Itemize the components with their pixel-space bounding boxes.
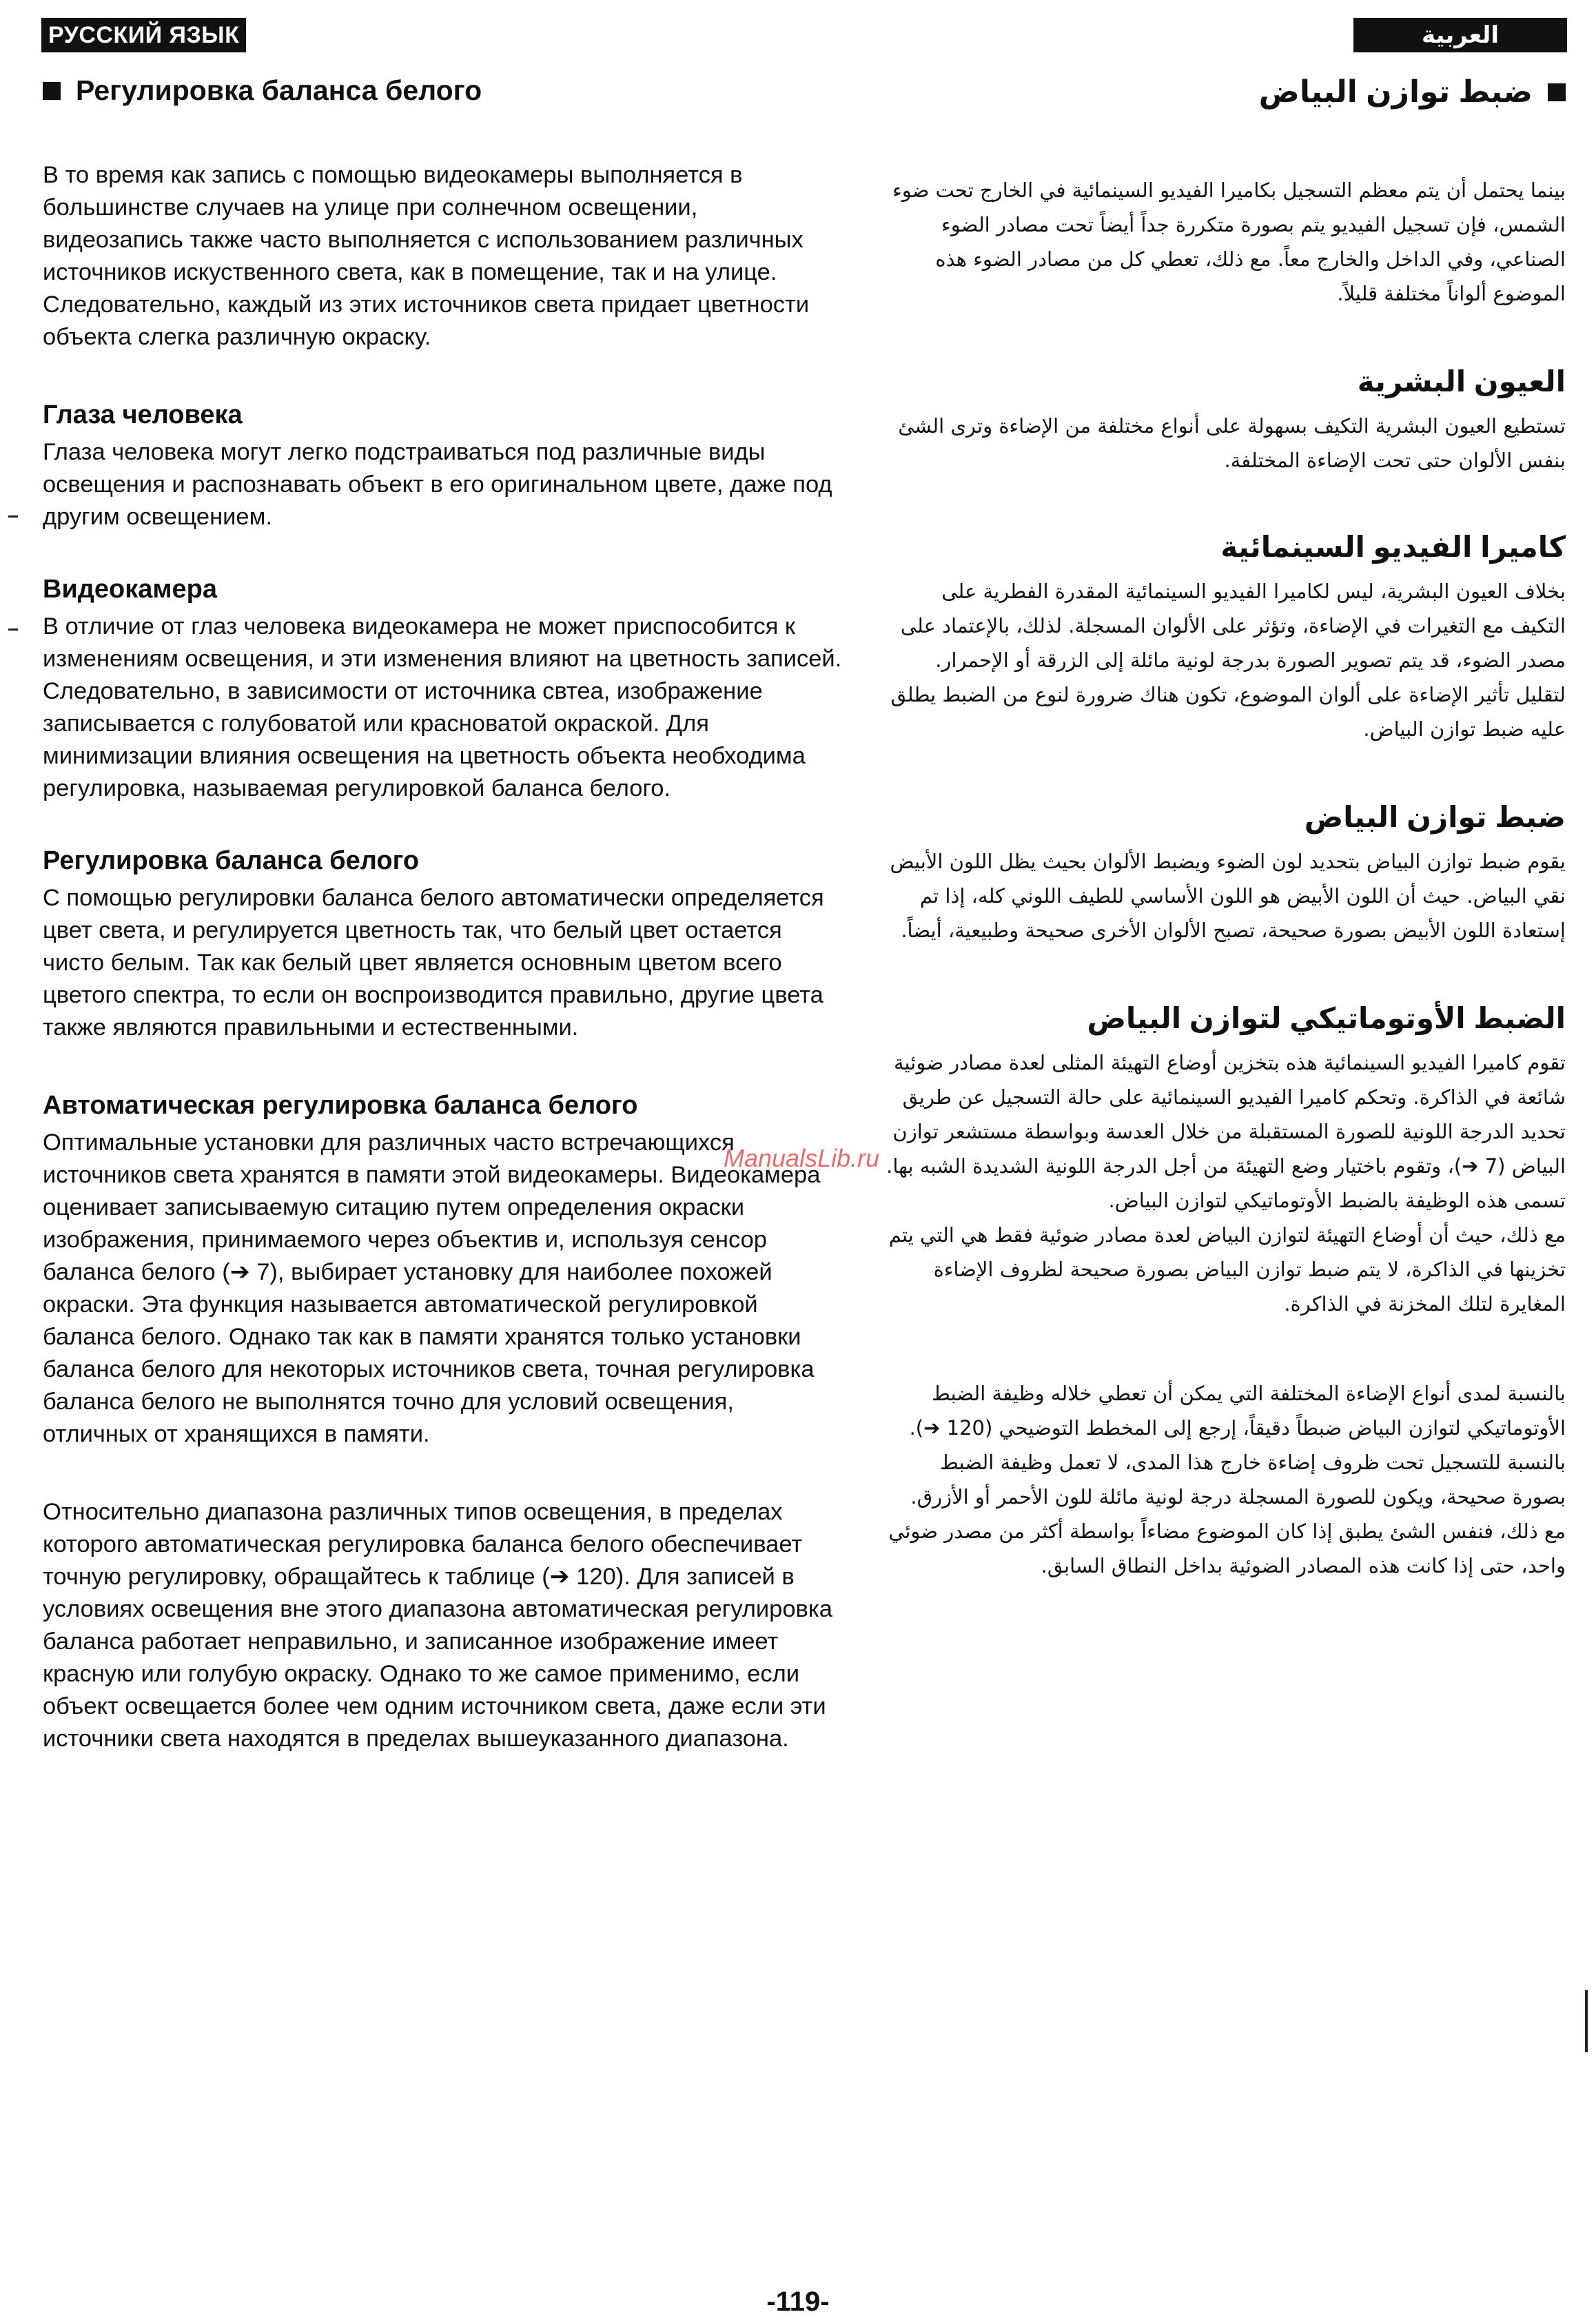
intro-paragraph-ru: В то время как запись с помощью видеокамеры выполняется в большинстве случаев на улице при солнечном освещении, видеозапись также часто выполняется с использованием различных источников искуственного света, как в помещение, так и на улице. Следовательно, каждый из этих источников света придает цветности объекта слегка различную окраску. [43, 162, 810, 350]
white-balance-paragraph-ru: С помощью регулировки баланса белого автоматически определяется цвет света, и регулируется цветность так, что белый цвет остается чисто белым. Так как белый цвет является основным цветом всего цветого спектра, то если он воспроизводится правильно, другие цвета также являются правильными и естественными. [43, 885, 824, 1041]
page-title-ru-text: Регулировка баланса белого [76, 74, 482, 106]
range-paragraph-ru: Относительно диапазона различных типов освещения, в пределах которого автоматическая регулировка баланса белого обеспечивает точную регулировку, обращайтесь к таблице (➔ 120). Для записей в условиях освещения вне этого диапазона автоматическая регулировка баланса работает неправильно, и записанное изображение имеет красную или голубую окраску. Однако то же самое применимо, если объект освещается более чем одним источником света, даже если эти источники света находятся в пределах вышеуказанного диапазона. [43, 1499, 832, 1752]
range-paragraph-ar: بالنسبة لمدى أنواع الإضاءة المختلفة التي يمكن أن تعطي خلاله وظيفة الضبط الأوتوماتيكي لتوازن البياض ضبطاً دقيقاً، إرجع إلى المخطط التوضيحي (120 ➔). بالنسبة للتسجيل تحت ظروف إضاءة خارج هذا المدى، لا تعمل وظيفة الضبط بصورة صحيحة، ويكون للصورة المسجلة درجة لونية مائلة للون الأحمر أو الأزرق. مع ذلك، فنفس الشئ يطبق إذا كان الموضوع مضاءاً بواسطة أكثر من مصدر ضوئي واحد، حتى إذا كانت هذه المصادر الضوئية بداخل النطاق السابق. [888, 1382, 1566, 1577]
scan-mark [8, 628, 18, 631]
scan-mark [8, 515, 18, 518]
auto-white-balance-paragraph-ar-2: مع ذلك، حيث أن أوضاع التهيئة لتوازن البياض لعدة مصادر ضوئية فقط هي التي يتم تخزينها في الذاكرة، لا يتم ضبط توازن البياض بصورة صحيحة لظروف الإضاءة المغايرة لتلك المخزنة في الذاكرة. [888, 1223, 1566, 1316]
page-title-ar-text: ضبط توازن البياض [1258, 75, 1533, 109]
camera-paragraph-ru: В отличие от глаз человека видеокамера не может приспособится к изменениям освещения, и эти изменения влияют на цветность записей. Следовательно, в зависимости от источника свтеа, изображение записывается с голубоватой или красноватой окраской. Для минимизации влияния освещения на цветность объекта необходима регулировка, называемая регулировкой баланса белого. [43, 613, 842, 801]
scan-mark [1585, 1990, 1588, 2052]
language-tag-arabic: العربية [1353, 18, 1567, 52]
watermark: ManualsLib.ru [724, 1144, 880, 1172]
camera-paragraph-ar: بخلاف العيون البشرية، ليس لكاميرا الفيديو السينمائية المقدرة الفطرية على التكيف مع التغيرات في الإضاءة، وتؤثر على الألوان المسجلة. لذلك، بالإعتماد على مصدر الضوء، قد يتم تصوير الصورة بدرجة لونية مائلة إلى الزرقة أو الإحمرار. لتقليل تأثير الإضاءة على ألوان الموضوع، تكون هناك ضرورة لنوع من الضبط يطلق عليه ضبط توازن البياض. [890, 580, 1566, 741]
section-title-eyes-ar: العيون البشرية [1357, 365, 1566, 398]
section-title-camera-ru: Видеокамера [43, 575, 218, 604]
page-title-ar [883, 74, 1566, 110]
russian-column [43, 74, 842, 1755]
language-tag-russian: РУССКИЙ ЯЗЫК [41, 18, 246, 52]
auto-white-balance-paragraph-ar-1: تقوم كاميرا الفيديو السينمائية هذه بتخزين أوضاع التهيئة المثلى لعدة مصادر ضوئية شائعة في الذاكرة. وتحكم كاميرا الفيديو السينمائية على حالة التسجيل عن طريق تحديد الدرجة اللونية للصورة المستقبلة من خلال العدسة وبواسطة مستشعر توازن البياض (7 ➔)، وتقوم باختيار وضع التهيئة من أجل الدرجة اللونية الشديدة الشبه بها. تسمى هذه الوظيفة بالضبط الأوتوماتيكي لتوازن البياض. [886, 1051, 1566, 1212]
square-bullet-icon [1548, 83, 1566, 101]
eyes-paragraph-ar: تستطيع العيون البشرية التكيف بسهولة على أنواع مختلفة من الإضاءة وترى الشئ بنفس الألوان حتى تحت الإضاءة المختلفة. [898, 414, 1566, 472]
white-balance-paragraph-ar: يقوم ضبط توازن البياض بتحديد لون الضوء ويضبط الألوان بحيث يظل اللون الأبيض نقي البياض. حيث أن اللون الأبيض هو اللون الأساسي للطيف اللوني كله، إذا تم إستعادة اللون الأبيض بصورة صحيحة، تصبح الألوان الأخرى صحيحة وطبيعية، أيضاً. [890, 850, 1566, 942]
page-number: -119- [766, 2287, 830, 2317]
section-title-auto-white-balance-ar: الضبط الأوتوماتيكي لتوازن البياض [1087, 1002, 1566, 1034]
section-title-auto-white-balance-ru: Автоматическая регулировка баланса белого [43, 1091, 638, 1120]
eyes-paragraph-ru: Глаза человека могут легко подстраиваться под различные виды освещения и распознавать объект в его оригинальном цвете, даже под другим освещением. [43, 439, 832, 530]
arabic-column [883, 74, 1566, 1583]
page-title-ru [43, 74, 842, 107]
section-title-camera-ar: كاميرا الفيديو السينمائية [1220, 531, 1566, 563]
square-bullet-icon [43, 82, 61, 100]
intro-paragraph-ar: بينما يحتمل أن يتم معظم التسجيل بكاميرا الفيديو السينمائية في الخارج تحت ضوء الشمس، فإن تسجيل الفيديو يتم بصورة متكررة جداً أيضاً تحت مصادر الضوء الصناعي، وفي الداخل والخارج معاً. مع ذلك، تعطي كل من مصادر الضوء هذه الموضوع ألواناً مختلفة قليلاً. [892, 178, 1566, 305]
auto-white-balance-paragraph-ru: Оптимальные установки для различных часто встречающихся источников света хранятся в памяти этой видеокамеры. Видеокамера оценивает записываемую ситацию путем определения окраски изображения, принимаемого через объектив и, используя сенсор баланса белого (➔ 7), выбирает установку для наиболее похожей окраски. Эта функция называется автоматической регулировкой баланса белого. Однако так как в памяти хранятся только установки баланса белого для некоторых источников света, точная регулировка баланса белого не выполнятся точно для условий освещения, отличных от хранящихся в памяти. [43, 1129, 821, 1447]
section-title-white-balance-ru: Регулировка баланса белого [43, 846, 420, 875]
section-title-eyes-ru: Глаза человека [43, 400, 243, 429]
section-title-white-balance-ar: ضبط توازن البياض [1304, 801, 1566, 833]
